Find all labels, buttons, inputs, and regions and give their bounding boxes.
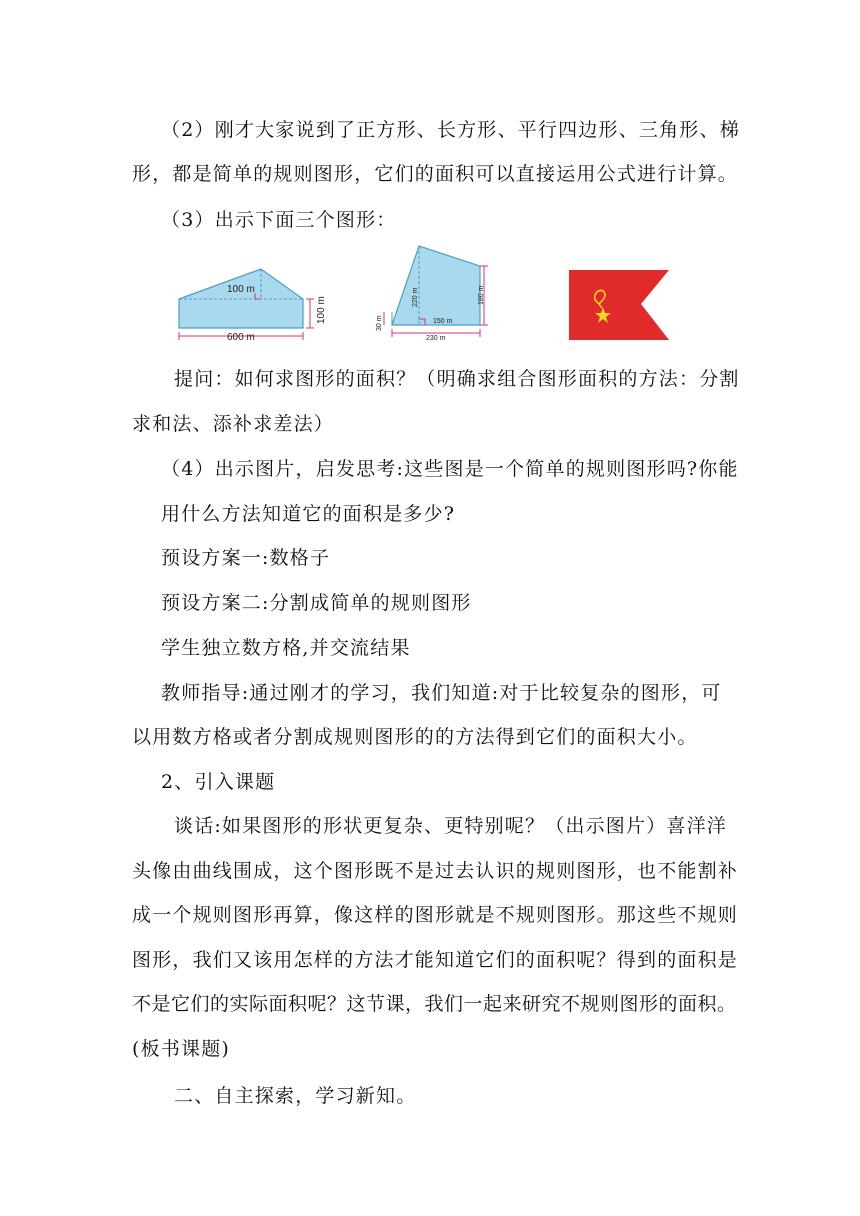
fig2-mid-vertical-label: 220 m (412, 287, 419, 307)
fig1-inner-height-label: 100 m (227, 284, 255, 295)
teacher-guidance-line-1: 教师指导:通过刚才的学习，我们知道:对于比较复杂的图形，可 (161, 682, 722, 704)
section-heading-explore: 二、自主探索，学习新知。 (174, 1085, 417, 1107)
plan-2: 预设方案二:分割成简单的规则图形 (161, 592, 472, 614)
talk-line-4: 图形，我们又该用怎样的方法才能知道它们的面积呢？得到的面积是 (132, 949, 739, 971)
question-line-2: 求和法、添补求差法） (132, 413, 335, 435)
talk-line-6: (板书课题) (132, 1038, 231, 1060)
talk-line-1: 谈话:如果图形的形状更复杂、更特别呢？（出示图片）喜洋洋 (174, 815, 728, 837)
section-heading-introduce-topic: 2、引入课题 (161, 771, 276, 793)
paragraph-4-line-1: （4）出示图片，启发思考:这些图是一个简单的规则图形吗?你能 (161, 458, 739, 480)
talk-line-2: 头像由曲线围成，这个图形既不是过去认识的规则图形，也不能割补 (132, 860, 739, 882)
fig2-left-label: 30 m (376, 315, 383, 331)
paragraph-4-line-2: 用什么方法知道它的面积是多少? (161, 503, 456, 525)
student-activity: 学生独立数方格,并交流结果 (161, 637, 411, 659)
figure-composite-quadrilateral (372, 243, 492, 343)
paragraph-2-line-2: 形，都是简单的规则图形，它们的面积可以直接运用公式进行计算。 (132, 163, 739, 185)
talk-line-5: 不是它们的实际面积呢？这节课，我们一起来研究不规则图形的面积。 (132, 993, 737, 1015)
fig2-right-label: 180 m (478, 285, 485, 305)
fig2-base-label: 230 m (426, 335, 446, 342)
question-line-1: 提问：如何求图形的面积？（明确求组合图形面积的方法：分割 (174, 368, 740, 390)
paragraph-3: （3）出示下面三个图形： (161, 209, 397, 231)
talk-line-3: 成一个规则图形再算，像这样的图形就是不规则图形。那这些不规则 (132, 904, 739, 926)
figure-composite-triangle-rectangle (175, 262, 335, 346)
fig1-right-height-label: 100 m (316, 296, 327, 324)
fig2-inner-base-label: 150 m (433, 318, 453, 325)
teacher-guidance-line-2: 以用数方格或者分割成规则图形的的方法得到它们的面积大小。 (132, 726, 698, 748)
plan-1: 预设方案一:数格子 (161, 547, 331, 569)
figure-red-flag (569, 270, 669, 342)
paragraph-2-line-1: （2）刚才大家说到了正方形、长方形、平行四边形、三角形、梯 (161, 119, 740, 141)
fig1-base-label: 600 m (227, 332, 255, 343)
